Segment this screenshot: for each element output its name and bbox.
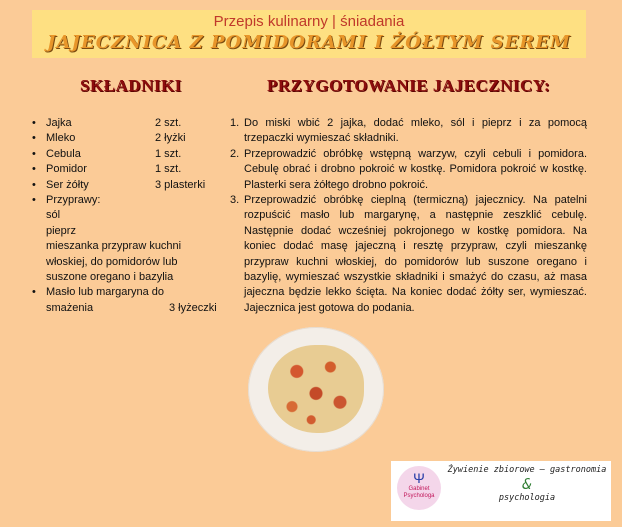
psychologist-badge-icon: Ψ Gabinet Psychologa [397, 466, 441, 510]
ingredient-item: • Jajka 2 szt. [32, 117, 182, 129]
step-2: 2. Przeprowadzić obróbkę wstępną warzyw, czyli cebuli i pomidora. Cebulę obrać i drobno pokroić w kostkę. Pomidora pokroić w kostkę. Plasterki sera żółtego drobno pokroić. [230, 147, 587, 191]
ingredient-item: • Mleko 2 łyżki [32, 132, 186, 145]
recipe-banner [32, 10, 586, 58]
recipe-title: JAJECZNICA Z POMIDORAMI I ŻÓŁTYM SEREM [47, 32, 571, 53]
ingredient-item: • Pomidor 1 szt. [32, 163, 182, 176]
ingredient-item: • Ser żółty 3 plasterki [32, 178, 206, 191]
step-3: 3. Przeprowadzić obróbkę cieplną (termiczną) jajecznicy. Na patelni rozpuścić masło lub margarynę, a następnie zeszklić cebulę. Następnie dodać wcześniej pokrojonego w kostkę pomidora. Na koniec dodać masę jajeczną i resztę przypraw, czyli mieszankę przypraw kuchni włoskiej, do pomidorów lub suszone oregano i bazylię, wymieszać wszystkie składniki i smażyć do czasu, aż masa jajeczna będzie lekko ścięta. Na koniec dodać żółty ser, wymieszać. Jajecznica jest gotowa do podania. [230, 194, 587, 314]
ingredient-item: • Cebula 1 szt. [32, 147, 182, 160]
ingredient-spices: • Przyprawy: sól pieprz mieszanka przypraw kuchni włoskiej, do pomidorów lub suszone oregano i bazylia [32, 194, 182, 284]
ingredients-heading: SKŁADNIKI [80, 76, 182, 95]
preparation-heading: PRZYGOTOWANIE JAJECZNICY: [267, 76, 551, 95]
preparation-steps [230, 116, 587, 316]
recipe-category: Przepis kulinarny | śniadania [213, 13, 405, 30]
ingredient-fat: • Masło lub margaryna do smażenia 3 łyżeczki [32, 286, 217, 314]
logo-caption: Żywienie zbiorowe – gastronomia & psychologia [447, 465, 607, 503]
scrambled-eggs-image [268, 345, 364, 433]
dish-photo [248, 327, 384, 452]
step-1: 1. Do miski wbić 2 jajka, dodać mleko, sól i pieprz i za pomocą trzepaczki wymieszać składniki. [230, 117, 587, 145]
author-logo [391, 461, 611, 521]
ingredients-list [30, 116, 220, 316]
